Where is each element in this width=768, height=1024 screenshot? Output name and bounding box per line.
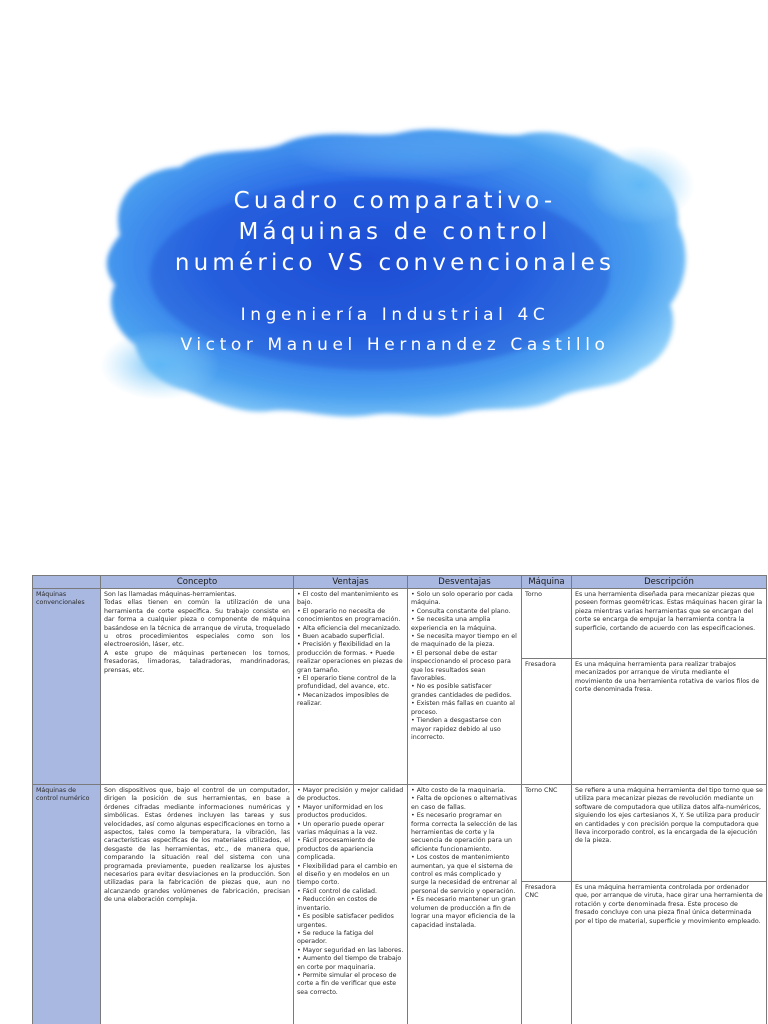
author-name: Victor Manuel Hernandez Castillo [180,335,610,355]
machine-name: Fresadora CNC [522,882,572,1024]
header-concepto: Concepto [101,576,294,589]
desventaja-item: • Es necesario mantener un gran volumen de producción a fin de lograr una mayor eficiencia de la capacidad instalada. [411,896,516,929]
machine-name: Torno CNC [522,785,572,882]
desventaja-item: • Consulta constante del plano. [411,607,511,615]
ventaja-item: • Flexibilidad para el cambio en el diseño y en modelos en un tiempo corto. [297,862,398,887]
concepto-cell [101,589,294,785]
desventaja-item: • Tienden a desgastarse con mayor rapidez debido al uso incorrecto. [411,717,502,741]
desventaja-item: • Los costos de mantenimiento aumentan, ya que el sistema de control es más complicado y surge la necesidad de entrenar al personal de servicio y operación. [411,854,517,895]
ventajas-cell [294,589,408,785]
desventaja-item: • Se necesita una amplia experiencia en la máquina. [411,616,497,632]
ventaja-item: • Fácil control de calidad. [297,887,377,895]
ventaja-item: • Buen acabado superficial. [297,633,385,641]
ventaja-item: • Se reduce la fatiga del operador. [297,929,374,946]
concepto-paragraph: Todas ellas tienen en común la utilización de una herramienta de corte específica. Su trabajo consiste en dar forma a cualquier pieza o componente de máquina basándose en la técnica de arranque de viruta, troquelado u otros procedimientos especiales como son los electroerosión, láser, etc. [104,599,290,649]
table-header-row [33,576,767,589]
table-row [33,589,767,659]
title-line-2: Máquinas de control [238,219,552,245]
machine-description: Se refiere a una máquina herramienta del tipo torno que se utiliza para mecanizar piezas de revolución mediante un software de computadora que utiliza datos alfa-numéricos, siguiendo los ejes cartesianos X, Y. Se utiliza para producir en cantidades y con precisión porque la computadora que lleva incorporado control, es la encargada de la ejecución de la pieza. [572,785,767,882]
row-label: Máquinas convencionales [33,589,101,785]
machine-description: Es una herramienta diseñada para mecanizar piezas que poseen formas geométricas. Estas máquinas hacen girar la pieza mientras varias herramientas que se encargan del corte se encarga de empujar la herramienta contra la superficie, cortando de acuerdo con las especificaciones. [572,589,767,659]
ventaja-item: • Mayor precisión y mejor calidad de productos. [297,787,404,803]
concepto-paragraph: Son las llamadas máquinas-herramientas. [104,591,237,598]
ventaja-item: • Fácil procesamiento de productos de apariencia complicada. [297,837,376,862]
title-banner [80,115,710,425]
machine-name: Fresadora [522,659,572,785]
header-empty [33,576,101,589]
ventajas-cell [294,785,408,1024]
ventaja-item: • Permite simular el proceso de corte a fin de verificar que este sea correcto. [297,971,397,996]
concepto-paragraph: Son dispositivos que, bajo el control de un computador, dirigen la posición de sus herramientas, en base a órdenes cifradas mediante informaciones numéricas y simbólicas. Estas órdenes incluyen las tareas y sus velocidades, así como algunas especificaciones en torno a aspectos, tales como la temperatura, la vibración, las características específicas de los materiales utilizados, el desgaste de las herramientas, etc., de manera que, comparando la situación real del sistema con una programada previamente, pueden realizarse los ajustes necesarios para evitar desviaciones en la producción. Son utilizadas para la fabricación de piezas que, aun no alcanzando grandes volúmenes de fabricación, precisan de una elaboración compleja. [104,787,290,904]
desventaja-item: • Solo un solo operario por cada máquina. [411,591,513,607]
comparison-table [32,575,767,1024]
machine-description: Es una máquina herramienta para realizar trabajos mecanizados por arranque de viruta mediante el movimiento de una herramienta rotativa de varios filos de corte denominada fresa. [572,659,767,785]
title-line-1: Cuadro comparativo- [233,188,557,214]
header-maquina: Máquina [522,576,572,589]
ventaja-item: • Un operario puede operar varias máquinas a la vez. [297,820,385,837]
ventaja-item: • Mayor uniformidad en los productos producidos. [297,803,383,820]
ventaja-item: • Es posible satisfacer pedidos urgentes. [297,913,394,929]
ventaja-item: • Aumento del tiempo de trabajo en corte por maquinaria. [297,955,402,971]
desventaja-item: • No es posible satisfacer grandes cantidades de pedidos. [411,683,512,699]
ventaja-item: • Mayor seguridad en las labores. [297,946,404,954]
desventaja-item: • Es necesario programar en forma correcta la selección de las herramientas de corte y la secuencia de operación para un eficiente funcionamiento. [411,812,518,853]
header-ventajas: Ventajas [294,576,408,589]
header-descripcion: Descripción [572,576,767,589]
ventaja-item: • El operario tiene control de la profundidad, del avance, etc. [297,675,397,691]
desventajas-cell [408,785,522,1024]
desventaja-item: • Existen más fallas en cuanto al proceso. [411,700,515,716]
ventaja-item: • Reducción en costos de inventario. [297,896,378,912]
title-text-block [80,115,710,360]
subtitle: Ingeniería Industrial 4C [240,305,550,325]
ventaja-item: • El costo del mantenimiento es bajo. [297,591,399,607]
ventaja-item: • Precisión y flexibilidad en la producción de formas. • Puede realizar operaciones en piezas de gran tamaño. [297,641,403,674]
concepto-paragraph: A este grupo de máquinas pertenecen los tornos, fresadoras, limadoras, taladradoras, mandrinadoras, prensas, etc. [104,649,290,674]
concepto-cell [101,785,294,1024]
ventaja-item: • El operario no necesita de conocimientos en programación. [297,607,401,624]
desventajas-cell [408,589,522,785]
ventaja-item: • Mecanizados imposibles de realizar. [297,691,389,708]
row-label: Máquinas de control numérico [33,785,101,1024]
desventaja-item: • Falta de opciones o alternativas en caso de fallas. [411,795,517,811]
table-row [33,785,767,882]
desventaja-item: • El personal debe de estar inspeccionando el proceso para que los resultados sean favorables. [411,649,511,683]
machine-name: Torno [522,589,572,659]
header-desventajas: Desventajas [408,576,522,589]
ventaja-item: • Alta eficiencia del mecanizado. [297,624,401,632]
desventaja-item: • Alto costo de la maquinaria. [411,787,506,794]
title-line-3: numérico VS convencionales [174,250,616,276]
machine-description: Es una máquina herramienta controlada por ordenador que, por arranque de viruta, hace girar una herramienta de rotación y corte denominada fresa. Este proceso de fresado concluye con una pieza final única determinada por el tipo de material, superficie y movimiento empleado. [572,882,767,1024]
desventaja-item: • Se necesita mayor tiempo en el de maquinado de la pieza. [411,633,517,649]
